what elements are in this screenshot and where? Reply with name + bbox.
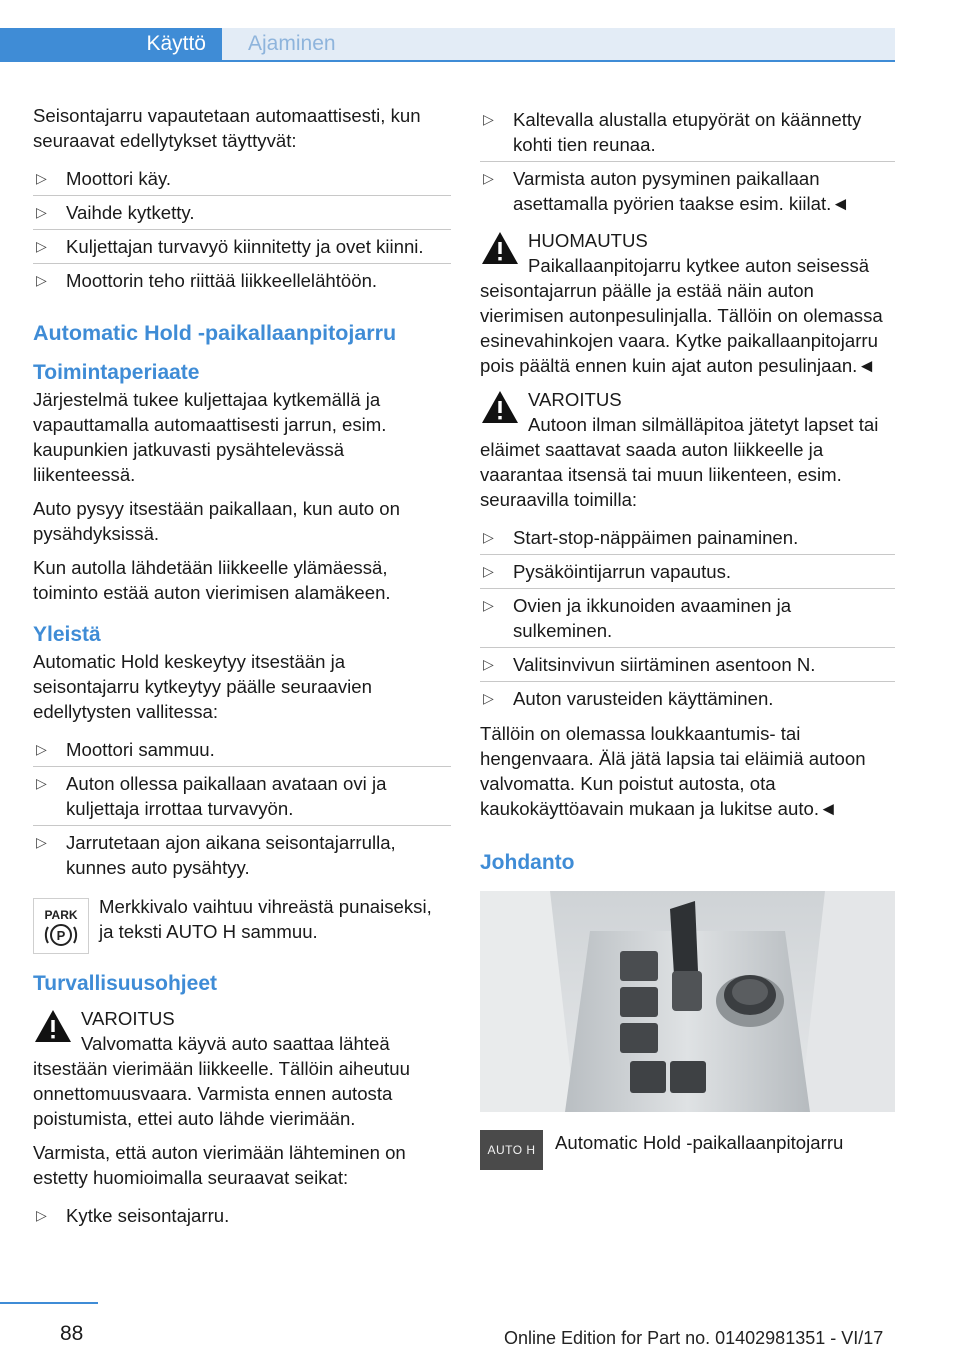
footer-divider	[0, 1302, 98, 1304]
left-column	[33, 103, 451, 1232]
list-item: ▷ Kaltevalla alustalla etupyörät on käännetty kohti tien reunaa.	[480, 103, 895, 161]
park-indicator-text: Merkkivalo vaihtuu vihreästä punaiseksi, ja teksti AUTO H sammuu.	[99, 896, 432, 942]
general-paragraph: Automatic Hold keskeytyy itsestään ja seisontajarru kytkeytyy päälle seuraavien edellytysten vallitessa:	[33, 651, 372, 722]
notice-block	[480, 228, 895, 378]
warning-text: Valvomatta käyvä auto saattaa lähteä itsestään vierimään liikkeelle. Tällöin aiheutuu onnettomuusvaara. Varmista ennen autosta poistumista, ettei auto lähde vierimään.	[33, 1033, 410, 1129]
principle-paragraph-1: Järjestelmä tukee kuljettajaa kytkemällä ja vapauttamalla automaattisesti jarrun, esim. kaupunkien jatkuvasti pysähtelevässä liikenteessä.	[33, 389, 387, 485]
center-console-photo	[480, 891, 895, 1112]
list-item: ▷ Kuljettajan turvavyö kiinnitetty ja ovet kiinni.	[33, 229, 451, 263]
subsection-title-general: Yleistä	[33, 623, 101, 646]
list-item: ▷ Vaihde kytketty.	[33, 195, 451, 229]
safety-list-continued	[480, 103, 895, 220]
warning-icon	[480, 230, 520, 266]
warning-block	[480, 387, 895, 512]
notice-heading: HUOMAUTUS	[528, 230, 648, 251]
tab-kaytto[interactable]: Käyttö	[0, 28, 222, 60]
intro-paragraph: Seisontajarru vapautetaan automaattisesti, kun seuraavat edellytykset täyttyvät:	[33, 105, 421, 151]
subsection-title-intro: Johdanto	[480, 851, 575, 874]
list-item: ▷ Ovien ja ikkunoiden avaaminen ja sulkeminen.	[480, 588, 895, 647]
auto-hold-caption: Automatic Hold -paikallaanpitojarru	[555, 1132, 844, 1153]
list-item: ▷ Varmista auton pysyminen paikallaan asettamalla pyörien taakse esim. kiilat.◄	[480, 161, 895, 220]
warning-block	[33, 1006, 451, 1131]
warning-icon	[33, 1008, 73, 1044]
after-warning-paragraph: Varmista, että auton vierimään lähteminen on estetty huomioimalla seuraavat seikat:	[33, 1142, 406, 1188]
right-column	[480, 103, 895, 1170]
edition-note: Online Edition for Part no. 01402981351 - VI/17	[504, 1328, 884, 1348]
warning-heading: VAROITUS	[528, 389, 622, 410]
auto-hold-note	[480, 1130, 895, 1170]
section-title: Automatic Hold -paikallaanpitojarru	[33, 321, 397, 345]
principle-paragraph-2: Auto pysyy itsestään paikallaan, kun auto on pysähdyksissä.	[33, 498, 400, 544]
list-item: ▷ Kytke seisontajarru.	[33, 1199, 451, 1232]
safety-list	[33, 1199, 451, 1232]
release-conditions-list	[33, 162, 451, 297]
list-item: ▷ Moottorin teho riittää liikkeellelähtöön.	[33, 263, 451, 297]
notice-text: Paikallaanpitojarru kytkee auton seisessä seisontajarrun päälle ja estää näin auton vierimisen autonpesulinjalla. Tällöin on olemassa esinevahinkojen vaara. Kytke paikallaanpitojarru pois päältä ennen kuin ajat auton pesulinjaan.◄	[480, 255, 883, 376]
tab-ajaminen[interactable]: Ajaminen	[222, 28, 895, 60]
warning-text: Autoon ilman silmälläpitoa jätetyt lapset tai eläimet saattavat saada auton liikkeelle ja vaarantaa itsensä tai muun liikenteen, esim. seuraavilla toimilla:	[480, 414, 879, 510]
svg-text:P: P	[56, 928, 66, 943]
header-divider	[0, 60, 895, 62]
list-item: ▷ Moottori sammuu.	[33, 733, 451, 766]
park-icon-label: PARK	[44, 908, 78, 922]
warning-heading: VAROITUS	[81, 1008, 175, 1029]
list-item: ▷ Auton ollessa paikallaan avataan ovi ja kuljettaja irrottaa turvavyön.	[33, 766, 451, 825]
list-item: ▷ Moottori käy.	[33, 162, 451, 195]
list-item: ▷ Auton varusteiden käyttäminen.	[480, 681, 895, 715]
park-indicator-icon	[33, 898, 89, 954]
subsection-title-safety: Turvallisuusohjeet	[33, 972, 217, 995]
warning-icon	[480, 389, 520, 425]
list-item: ▷ Valitsinvivun siirtäminen asentoon N.	[480, 647, 895, 681]
warning-end-paragraph: Tällöin on olemassa loukkaantumis- tai hengenvaara. Älä jätä lapsia tai eläimiä autoon valvomatta. Kun poistut autosta, ota kaukokäyttöavain mukaan ja lukitse auto.◄	[480, 723, 866, 819]
auto-hold-button-icon: AUTO H	[480, 1130, 543, 1170]
page-number: 88	[60, 1322, 84, 1345]
list-item: ▷ Pysäköintijarrun vapautus.	[480, 554, 895, 588]
park-indicator-note	[33, 894, 451, 954]
subsection-title-principle: Toimintaperiaate	[33, 361, 200, 384]
principle-paragraph-3: Kun autolla lähdetään liikkeelle ylämäessä, toiminto estää auton vierimisen alamäkeen.	[33, 557, 391, 603]
top-tab-bar	[0, 0, 895, 62]
list-item: ▷ Start-stop-näppäimen painaminen.	[480, 521, 895, 554]
list-item: ▷ Jarrutetaan ajon aikana seisontajarrulla, kunnes auto pysähtyy.	[33, 825, 451, 884]
deactivation-conditions-list	[33, 733, 451, 884]
risky-actions-list	[480, 521, 895, 715]
